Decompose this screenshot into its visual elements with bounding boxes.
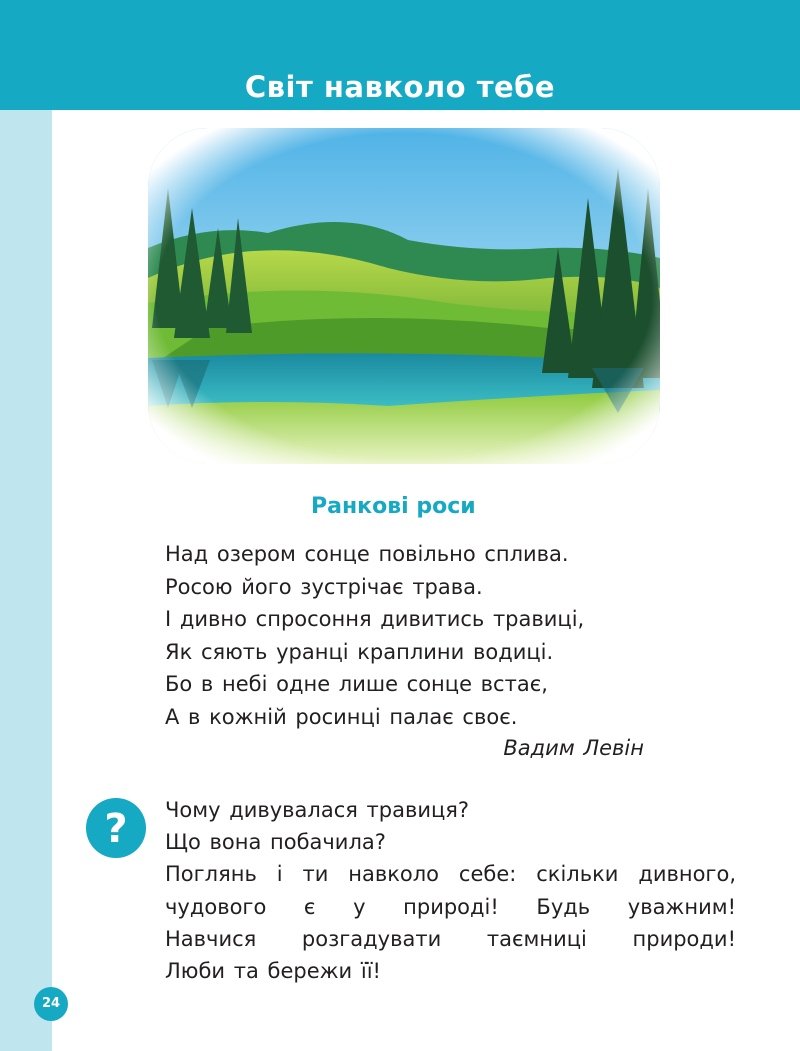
- question-line: Чому дивувалася травиця?: [165, 798, 470, 822]
- poem-line: Як сяють уранці краплини водиці.: [165, 639, 554, 664]
- question-line: Люби та бережи її!: [165, 959, 381, 984]
- question-line: Поглянь і ти навколо себе: скільки дивного,: [165, 862, 736, 887]
- poem-author: Вадим Левін: [503, 736, 644, 760]
- poem-line: І дивно спросоння дивитись травиці,: [165, 607, 585, 631]
- poem-text: [165, 538, 584, 733]
- svg-text:?: ?: [104, 806, 128, 852]
- page-header: [0, 0, 800, 110]
- questions-block: [165, 794, 736, 987]
- question-line: Що вона побачила?: [165, 830, 386, 855]
- question-line: Навчися розгадувати таємниці природи!: [165, 926, 736, 951]
- poem-line: Бо в небі одне лише сонце встає,: [165, 672, 548, 696]
- poem-line: Над озером сонце повільно сплива.: [165, 542, 569, 566]
- question-mark-icon: [86, 798, 146, 858]
- poem-title: Ранкові роси: [311, 494, 476, 519]
- page-number: 24: [34, 987, 68, 1021]
- poem-line: А в кожній росинці палає своє.: [165, 704, 518, 729]
- section-title: Світ навколо тебе: [244, 70, 556, 104]
- question-line: чудового є у природі! Будь уважним!: [165, 894, 736, 919]
- side-strip: [0, 110, 52, 1051]
- lake-landscape-illustration: [148, 128, 660, 464]
- poem-line: Росою його зустрічає трава.: [165, 574, 483, 599]
